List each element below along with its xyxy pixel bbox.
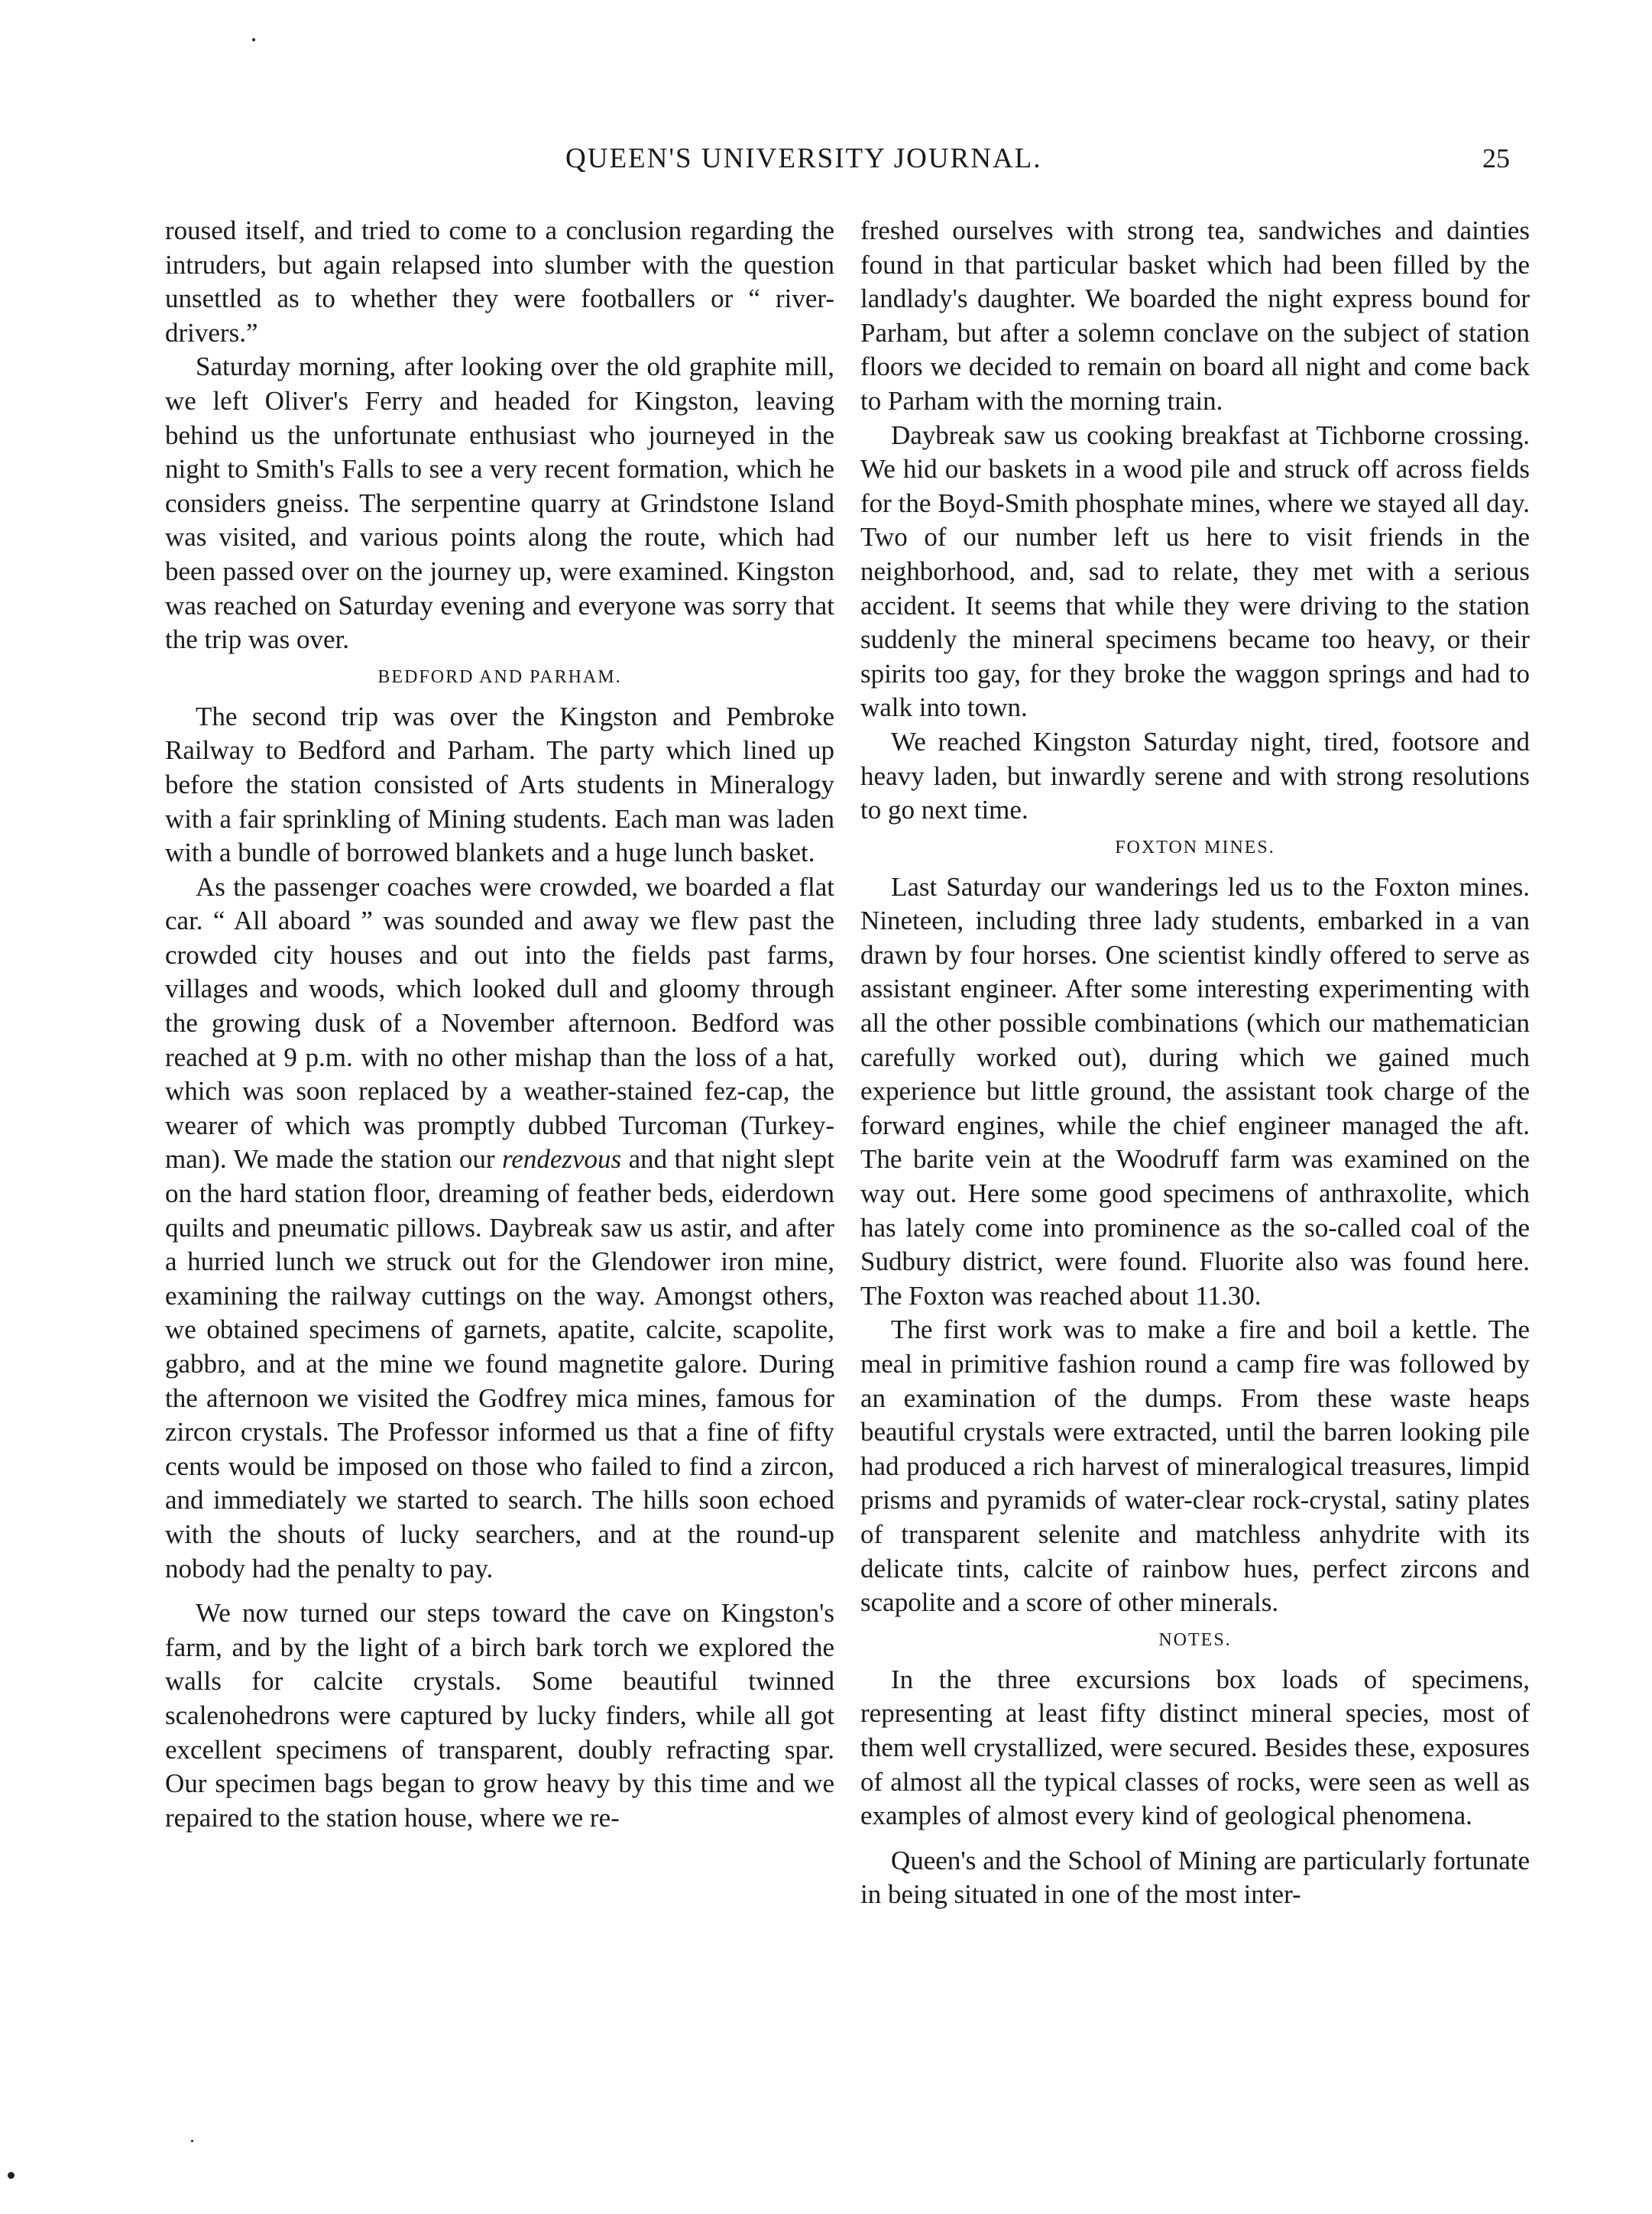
paragraph-flat-car [165, 870, 834, 1586]
paragraph-daybreak: Daybreak saw us cooking breakfast at Tichborne crossing. We hid our baskets in a wood pile and struck off across fields for the Boyd-Smith phosphate mines, where we stayed all day. Two of our number left us here to visit friends in the neighborhood, and, sad to relate, they met with a serious accident. It seems that while they were driving to the station suddenly the mineral specimens became too heavy, or their spirits too gay, for they broke the waggon springs and had to walk into town. [860, 420, 1530, 723]
left-column [165, 214, 834, 1835]
paragraph-continued-right: freshed ourselves with strong tea, sandwiches and dainties found in that particular basket which had been filled by the landlady's daughter. We boarded the night express bound for Parham, but after a solemn conclave on the subject of station floors we decided to remain on board all night and come back to Parham with the morning train. [860, 216, 1530, 416]
scan-speck [252, 38, 255, 41]
paragraph-saturday-morning: Saturday morning, after looking over the old graphite mill, we left Oliver's Ferry and headed for Kingston, leaving behind us the unfortunate enthusiast who journeyed in the night to Smith's Falls to see a very recent formation, which he considers gneiss. The serpentine quarry at Grindstone Island was visited, and various points along the route, which had been passed over on the journey up, were examined. Kingston was reached on Saturday evening and everyone was sorry that the trip was over. [165, 352, 834, 655]
right-column [860, 214, 1530, 1912]
paragraph-queens-school: Queen's and the School of Mining are particularly fortunate in being situated in one of the most inter- [860, 1845, 1530, 1910]
paragraph-reached-kingston: We reached Kingston Saturday night, tired, footsore and heavy laden, but inwardly serene and with strong resolutions to go next time. [860, 726, 1530, 825]
paragraph-flat-car-text-2: and that night slept on the hard station floor, dreaming of feather beds, eiderdown quilts and pneumatic pillows. Daybreak saw us astir, and after a hurried lunch we struck out for the Glendower iron mine, examining the railway cuttings on the way. Amongst others, we obtained specimens of garnets, apatite, calcite, scapolite, gabbro, and at the mine we found magnetite galore. During the afternoon we visited the Godfrey mica mines, famous for zircon crystals. The Professor informed us that a fine of fifty cents would be imposed on those who failed to find a zircon, and immediately we started to search. The hills soon echoed with the shouts of lucky searchers, and at the round-up nobody had the penalty to pay. [165, 1144, 834, 1584]
paragraph-three-excursions: In the three excursions box loads of specimens, representing at least fifty distinct mineral species, most of them well crystallized, were secured. Besides these, exposures of almost all the typical classes of rocks, were seen as well as examples of almost every kind of geological phenomena. [860, 1664, 1530, 1831]
paragraph-last-saturday: Last Saturday our wanderings led us to the Foxton mines. Nineteen, including three lady students, embarked in a van drawn by four horses. One scientist kindly offered to serve as assistant engineer. After some interesting experimenting with all the other possible combinations (which our mathematician carefully worked out), during which we gained much experience but little ground, the assistant took charge of the forward engines, while the chief engineer managed the aft. The barite vein at the Woodruff farm was examined on the way out. Here some good specimens of anthraxolite, which has lately come into prominence as the so-called coal of the Sudbury district, were found. Fluorite also was found here. The Foxton was reached about 11.30. [860, 871, 1530, 1311]
paragraph-first-work: The first work was to make a fire and boil a kettle. The meal in primitive fashion round a camp fire was followed by an examination of the dumps. From these waste heaps beautiful crystals were extracted, until the barren looking pile had produced a rich harvest of mineralogical treasures, limpid prisms and pyramids of water-clear rock-crystal, satiny plates of transparent selenite and matchless anhydrite with its delicate tints, calcite of rainbow hues, perfect zircons and scapolite and a score of other minerals. [860, 1314, 1530, 1618]
scan-speck [8, 2172, 15, 2179]
page-number: 25 [1482, 143, 1510, 173]
page-header [0, 142, 1652, 188]
paragraph-flat-car-text-1: As the passenger coaches were crowded, we boarded a flat car. “ All aboard ” was sounded and away we flew past the crowded city houses and out into the fields past farms, villages and woods, which looked dull and gloomy through the growing dusk of a November afternoon. Bedford was reached at 9 p.m. with no other mishap than the loss of a hat, which was soon replaced by a weather-stained fez-cap, the wearer of which was promptly dubbed Turcoman (Turkey-man). We made the station our [165, 871, 834, 1175]
section-heading-bedford-parham: BEDFORD AND PARHAM. [377, 666, 622, 687]
paragraph-continued: roused itself, and tried to come to a conclusion regarding the intruders, but again relapsed into slumber with the question unsettled as to whether they were footballers or “ river-drivers.” [165, 216, 834, 348]
scan-speck [191, 2140, 193, 2142]
section-heading-notes: NOTES. [1158, 1629, 1232, 1650]
section-heading-foxton-mines: FOXTON MINES. [1115, 837, 1275, 857]
italic-word-rendezvous: rendezvous [501, 1144, 622, 1175]
paragraph-cave: We now turned our steps toward the cave on Kingston's farm, and by the light of a birch bark torch we explored the walls for calcite crystals. Some beautiful twinned scalenohedrons were captured by lucky finders, while all got excellent specimens of transparent, doubly refracting spar. Our specimen bags began to grow heavy by this time and we repaired to the station house, where we re- [165, 1598, 834, 1833]
paragraph-second-trip: The second trip was over the Kingston and Pembroke Railway to Bedford and Parham. The party which lined up before the station consisted of Arts students in Mineralogy with a fair sprinkling of Mining students. Each man was laden with a bundle of borrowed blankets and a huge lunch basket. [165, 701, 834, 868]
journal-title: QUEEN'S UNIVERSITY JOURNAL. [565, 143, 1042, 174]
